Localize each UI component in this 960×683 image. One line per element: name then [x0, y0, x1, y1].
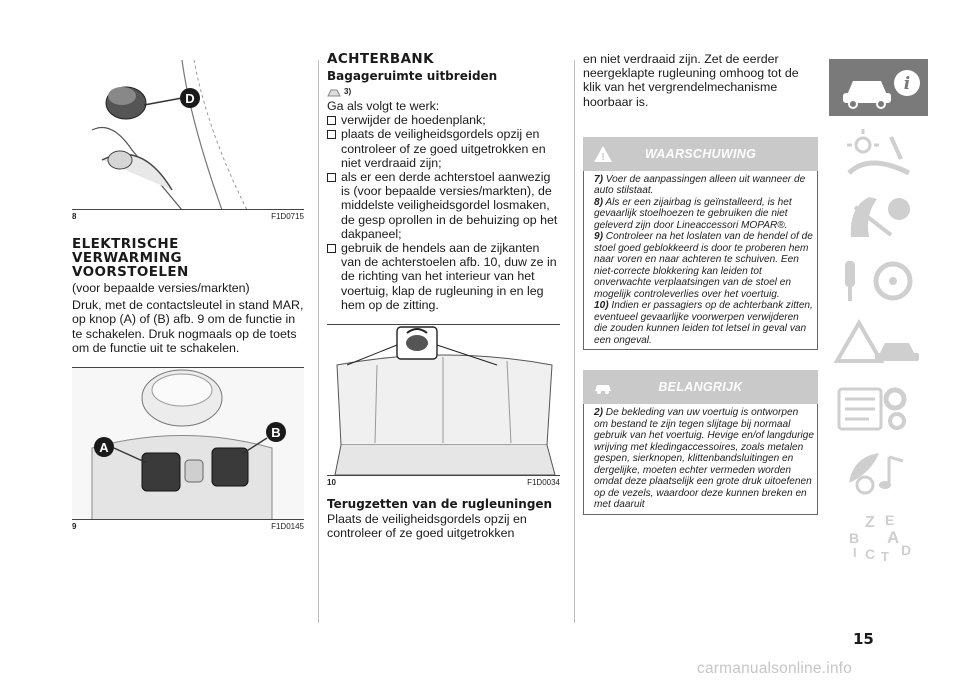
section-paragraph: Druk, met de contactsleutel in stand MAR, op knop (A) of (B) afb. 9 om de functie in te schakelen. Druk nogmaals op de toets om de functie uit te schakelen. — [72, 298, 304, 355]
page-number: 15 — [853, 630, 874, 648]
column-left — [72, 60, 304, 531]
section-heading: ACHTERBANK — [327, 51, 434, 67]
warning-triangle-car-icon — [829, 315, 928, 372]
heated-seat-switches-illustration — [72, 368, 304, 520]
note-number: 2) — [594, 407, 603, 419]
note — [594, 300, 814, 346]
seat-heating-knob-illustration — [72, 60, 304, 210]
list-item-text: gebruik de hendels aan de zijkanten van de achterstoelen afb. 10, duw ze in de richting van het interieur van het voertuig, klap de rugleuning in en leg hem op de zitting. — [341, 241, 557, 312]
music-navigation-icon — [829, 443, 928, 500]
bullet-box — [327, 116, 336, 125]
airbag-seatbelt-icon — [829, 187, 928, 244]
figure-8-caption — [72, 210, 304, 221]
note-text: Als er een zijairbag is geïnstalleerd, is het gevaarlijk stoelhoezen te gebruiken die niet geleverd zijn door Lineaccessori MOPAR®. — [594, 196, 792, 231]
figure-10-caption — [327, 476, 560, 487]
callout-a: A — [99, 440, 109, 456]
service-gear-icon — [829, 379, 928, 436]
warning-notes — [583, 171, 818, 351]
column-right — [583, 52, 818, 515]
tab-dashboard[interactable] — [829, 123, 928, 180]
list-item — [327, 127, 560, 170]
note-text: De bekleding van uw voertuig is ontworpen om bestand te zijn tegen slijtage bij normaal gebruik van het voertuig. Hevige en/of langdurige wrijving met kledingaccessoires, zoals metalen gespen, sierknopen, klittenbandsluitingen en dergelijke, moeten echter vermeden worden omdat deze plaatselijk een grote druk uitoefenen op de vezels, waardoor deze kunnen breken en met daaruit — [594, 407, 814, 511]
figure-number: 8 — [72, 212, 77, 221]
alphabetical-index-icon — [829, 507, 928, 564]
figure-number: 9 — [72, 522, 77, 532]
tab-multimedia[interactable] — [829, 443, 928, 500]
warning-banner — [583, 137, 818, 171]
column-middle — [327, 52, 560, 540]
car-warning-icon — [327, 86, 341, 98]
figure-code: F1D0145 — [271, 522, 304, 532]
index-letter: Z — [865, 514, 875, 531]
index-letter: E — [885, 512, 895, 528]
figure-9-caption — [72, 520, 304, 531]
index-letter: B — [849, 530, 860, 546]
tab-safety[interactable] — [829, 187, 928, 244]
column-divider — [318, 60, 319, 623]
note-reference — [327, 84, 560, 99]
figure-code: F1D0715 — [271, 212, 304, 221]
list-item-text: als er een derde achterstoel aanwezig is (voor bepaalde versies/markten), de middelste veiligheidsgordel losmaken, de gesp oprollen in de behuizing op het dakpaneel; — [341, 170, 558, 241]
note — [594, 197, 814, 232]
note-number: 10) — [594, 300, 609, 312]
note-number: 8) — [594, 196, 603, 208]
note-text: Voer de aanpassingen alleen uit wanneer de auto stilstaat. — [594, 173, 806, 197]
note-text: Controleer na het loslaten van de hendel of de stoel goed geblokkeerd is door te proberen hem naar voren en naar achteren te schuiven. Een niet-correcte blokkering kan leiden tot onverwachte verplaatsingen van de stoel en mogelijk controleverlies over het voertuig. — [594, 231, 813, 300]
tab-maintenance[interactable] — [829, 379, 928, 436]
callout-b: B — [271, 425, 281, 441]
note — [594, 231, 814, 300]
intro-text: Ga als volgt te werk: — [327, 99, 440, 113]
note-number: 7) — [594, 173, 603, 185]
list-item — [327, 113, 560, 127]
callout-d: D — [185, 91, 195, 106]
section-paragraph: en niet verdraaid zijn. Zet de eerder neergeklapte rugleuning omhoog tot de klik van het vergrendelmechanisme hoorbaar is. — [583, 52, 799, 109]
important-banner — [583, 370, 818, 404]
tab-starting[interactable] — [829, 251, 928, 308]
figure-code: F1D0034 — [527, 478, 560, 488]
list-item — [327, 170, 560, 241]
tab-emergency[interactable] — [829, 315, 928, 372]
bullet-box — [327, 244, 336, 253]
warning-title: WAARSCHUWING — [644, 146, 757, 161]
index-letter: D — [901, 542, 912, 558]
section-heading: ELEKTRISCHE VERWARMING VOORSTOELEN — [72, 236, 189, 280]
bullet-box — [327, 130, 336, 139]
section-subtitle: (voor bepaalde versies/markten) — [72, 281, 250, 295]
index-letter: T — [881, 549, 889, 564]
car-info-icon — [829, 59, 928, 116]
section-subheading: Bagageruimte uitbreiden — [327, 69, 498, 83]
section-subheading: Terugzetten van de rugleuningen — [327, 497, 553, 512]
note — [594, 407, 814, 511]
index-letter: A — [887, 528, 900, 547]
tab-index[interactable] — [829, 507, 928, 564]
list-item-text: plaats de veiligheidsgordels opzij en controleer of ze goed uitgetrokken en niet verdraaid zijn; — [341, 127, 546, 170]
figure-8 — [72, 60, 304, 210]
index-letter: I — [853, 545, 857, 560]
reference-number: 3) — [344, 87, 352, 96]
bullet-box — [327, 173, 336, 182]
column-divider — [574, 60, 575, 623]
list-item-text: verwijder de hoedenplank; — [341, 113, 486, 128]
note — [594, 174, 814, 197]
svg-text:!: ! — [601, 151, 605, 163]
figure-10 — [327, 324, 560, 476]
section-paragraph: Plaats de veiligheidsgordels opzij en controleer of ze goed uitgetrokken — [327, 512, 527, 541]
index-letter: C — [865, 546, 876, 562]
note-text: Indien er passagiers op de achterbank zitten, eventueel gevaarlijke voorwerpen verwijderen die zouden kunnen leiden tot letsel in geval van een ongeval. — [594, 300, 813, 346]
key-steering-icon — [829, 251, 928, 308]
figure-number: 10 — [327, 478, 336, 488]
tab-car-info[interactable] — [829, 59, 928, 116]
important-notes — [583, 404, 818, 515]
chapter-tabs — [829, 59, 928, 571]
list-item — [327, 241, 560, 312]
svg-text:i: i — [903, 74, 911, 94]
important-title: BELANGRIJK — [658, 380, 743, 395]
figure-9 — [72, 367, 304, 520]
rear-seat-lever-illustration — [327, 325, 560, 476]
dashboard-lights-icon — [829, 123, 928, 180]
note-number: 9) — [594, 231, 603, 243]
watermark: carmanualsonline.info — [697, 660, 852, 677]
